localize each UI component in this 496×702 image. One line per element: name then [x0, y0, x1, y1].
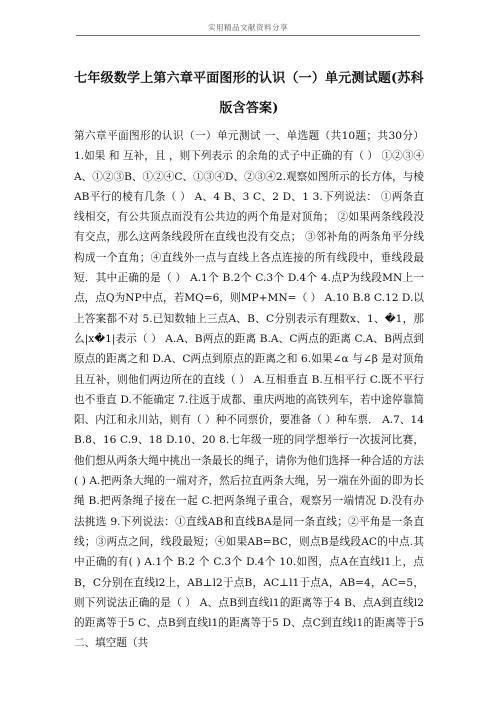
header-divider	[76, 35, 420, 36]
document-body: 第六章平面图形的认识（一）单元测试 一、单选题（共10题；共30分） 1.如果 和 互补，且 ，则下列表示 的余角的式子中正确的有（ ） ①②③④A、①②③B、①②④C、①③④D、②③④2.观察如图所示的长方体，与棱AB平行的棱有几条（ ） A、4 B、3 C、2 D、1 3.下列说法： ①两条直线相交，有公共顶点而没有公共边的两个角是对顶角； ②如果两条线段没有交点，那么这两条线段所在直线也没有交点； ③邻补角的两条角平分线构成一个直角；④直线外一点与直线上各点连接的所有线段中，垂线段最短．其中正确的是（ ） A.1个 B.2个 C.3个 D.4个 4.点P为线段MN上一点，点Q为NP中点，若MQ=6，则MP+MN=（ ） A.10 B.8 C.12 D.以上答案都不对 5.已知数轴上三点A、B、C分别表示有理数x、1、�1，那么|x�1|表示（ ） A.A、B两点的距离 B.A、C两点的距离 C.A、B两点到原点的距离之和 D.A、C两点到原点的距离之和 6.如果∠α 与∠β 是对顶角且互补，则他们两边所在的直线（ ） A.互相垂直 B.互相平行 C.既不平行也不垂直 D.不能确定 7.往返于成都、重庆两地的高铁列车，若中途停靠简阳、内江和永川站，则有（ ）种不同票价，要准备（ ）种车票． A.7、14 B.8、16 C.9、18 D.10、20 8.七年级一班的同学想举行一次拔河比赛，他们想从两条大绳中挑出一条最长的绳子，请你为他们选择一种合适的方法( ) A.把两条大绳的一端对齐，然后拉直两条大绳，另一端在外面的即为长绳 B.把两条绳子接在一起 C.把两条绳子重合，观察另一端情况 D.没有办法挑选 9.下列说法：①直线AB和直线BA是同一条直线；②平角是一条直线；③两点之间，线段最短；④如果AB=BC，则点B是线段AC的中点.其中正确的有( ) A.1个 B.2 个 C.3个 D.4个 10.如图，点A在直线l1上，点B，C分别在直线l2上，AB⊥l2于点B，AC⊥l1于点A，AB=4，AC=5，则下列说法正确的是（ ） A、点B到直线l1的距离等于4 B、点A到直线l2的距离等于5 C、点B到直线l1的距离等于5 D、点C到直线l1的距离等于5 二、填空题（共	[74, 130, 424, 650]
header-text: 实用精品文献资料分享	[208, 23, 288, 32]
page-header	[0, 0, 496, 38]
document-title: 七年级数学上第六章平面图形的认识（一）单元测试题(苏科版含答案)	[74, 71, 424, 116]
